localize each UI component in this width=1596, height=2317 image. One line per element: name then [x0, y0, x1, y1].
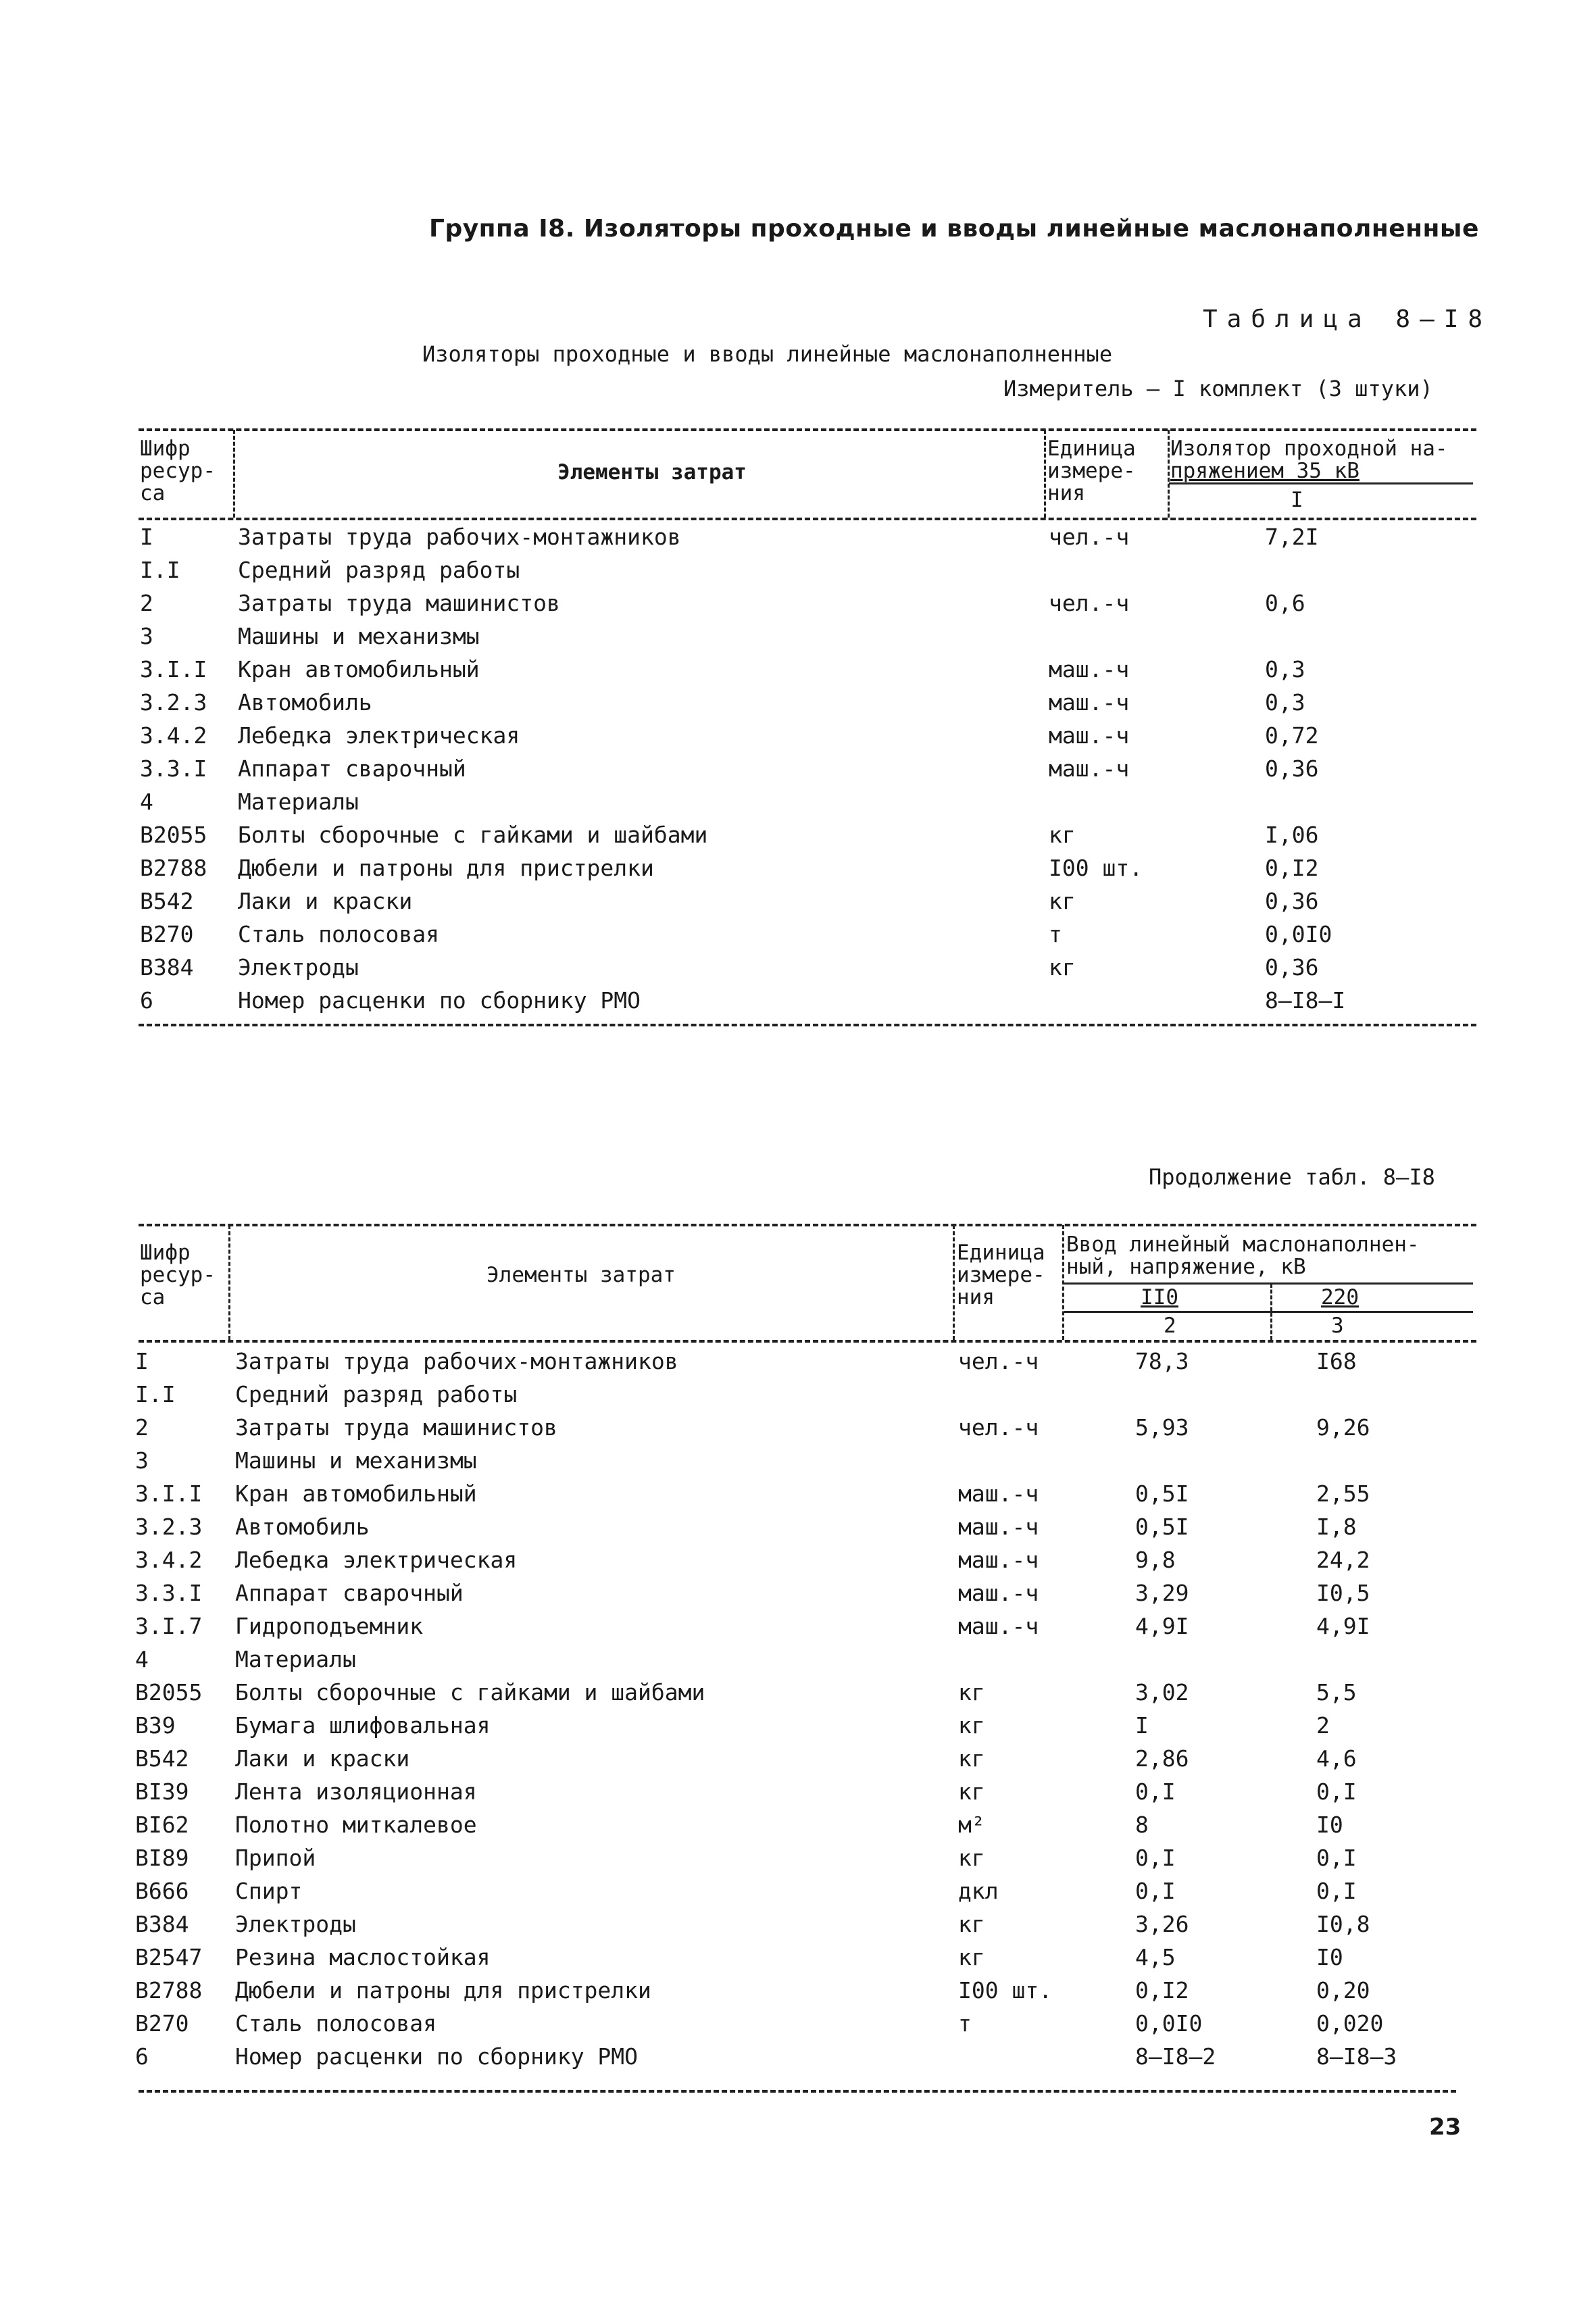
table-label: Таблица 8–I8	[1203, 305, 1493, 333]
cell-resource-code: В270	[140, 921, 194, 947]
cell-value-220kv: 0,I	[1316, 1845, 1357, 1871]
cell-cost-element: Автомобиль	[235, 1514, 370, 1540]
table-row	[0, 520, 1596, 553]
table-row	[0, 1378, 1596, 1411]
cell-resource-code: ВI62	[135, 1812, 189, 1838]
cell-value-110kv: 8–I8–2	[1135, 2043, 1216, 2070]
cell-cost-element: Дюбели и патроны для пристрелки	[235, 1977, 651, 2003]
cell-resource-code: 3	[140, 623, 153, 649]
table-row	[0, 785, 1596, 818]
table-row	[0, 1974, 1596, 2007]
header-subcol-110: II0	[1141, 1285, 1178, 1310]
cell-cost-element: Лента изоляционная	[235, 1778, 477, 1805]
cell-unit: кг	[958, 1944, 985, 1970]
cell-cost-element: Лебедка электрическая	[235, 1547, 518, 1573]
table-row	[0, 1444, 1596, 1477]
cell-unit: I00 шт.	[958, 1977, 1053, 2003]
cell-unit: дкл	[958, 1878, 999, 1904]
cell-unit: маш.-ч	[1049, 755, 1130, 782]
cell-resource-code: 3.2.3	[135, 1514, 203, 1540]
cell-value-220kv: I68	[1316, 1348, 1357, 1374]
table1-bottom-rule	[139, 1024, 1476, 1026]
cell-cost-element: Номер расценки по сборнику РМО	[235, 2043, 639, 2070]
cell-value-110kv: 8	[1135, 1812, 1149, 1838]
header-unit-line3: ния	[957, 1285, 995, 1310]
cell-resource-code: В2055	[140, 822, 207, 848]
cell-cost-element: Машины и механизмы	[235, 1447, 477, 1474]
header-unit-line2: измере-	[957, 1263, 1045, 1287]
header-unit-line1: Единица	[957, 1241, 1045, 1265]
cell-value-110kv: 3,02	[1135, 1679, 1189, 1705]
table-row	[0, 1345, 1596, 1378]
cell-cost-element: Затраты труда рабочих-монтажников	[235, 1348, 678, 1374]
cell-value-110kv: 3,26	[1135, 1911, 1189, 1937]
cell-resource-code: 2	[140, 590, 153, 616]
header-elements: Элементы затрат	[487, 1263, 676, 1287]
cell-unit: маш.-ч	[958, 1613, 1039, 1639]
header-code-line2: ресур-	[140, 459, 216, 483]
cell-unit: кг	[958, 1778, 985, 1805]
cell-value-110kv: 3,29	[1135, 1580, 1189, 1606]
cell-value: 0,36	[1265, 888, 1319, 914]
table-row	[0, 1411, 1596, 1444]
table-row	[0, 1908, 1596, 1941]
cell-resource-code: В2055	[135, 1679, 203, 1705]
cell-value-220kv: 24,2	[1316, 1547, 1370, 1573]
header-unit-line2: измере-	[1047, 459, 1136, 483]
table-row	[0, 885, 1596, 918]
table-row	[0, 1643, 1596, 1676]
table-row	[0, 2007, 1596, 2040]
cell-resource-code: 6	[135, 2043, 149, 2070]
cell-value-110kv: 0,5I	[1135, 1514, 1189, 1540]
cell-value-110kv: 0,I	[1135, 1845, 1176, 1871]
cell-cost-element: Кран автомобильный	[238, 656, 480, 682]
cell-unit: кг	[958, 1911, 985, 1937]
cell-value-110kv: 9,8	[1135, 1547, 1176, 1573]
cell-cost-element: Аппарат сварочный	[235, 1580, 464, 1606]
cell-resource-code: 3.4.2	[135, 1547, 203, 1573]
table-row	[0, 686, 1596, 719]
cell-unit: маш.-ч	[958, 1547, 1039, 1573]
cell-value-220kv: I0	[1316, 1812, 1343, 1838]
cell-cost-element: Сталь полосовая	[238, 921, 440, 947]
cell-value: 0,36	[1265, 755, 1319, 782]
table-row	[0, 1709, 1596, 1742]
cell-cost-element: Материалы	[238, 789, 359, 815]
cell-resource-code: 3.3.I	[140, 755, 207, 782]
group-title: Группа I8. Изоляторы проходные и вводы линейные маслонаполненные	[429, 215, 1479, 243]
cell-resource-code: 4	[140, 789, 153, 815]
cell-value-220kv: 4,6	[1316, 1745, 1357, 1772]
cell-resource-code: 3.4.2	[140, 722, 207, 749]
table-row	[0, 951, 1596, 984]
cell-unit: чел.-ч	[1049, 524, 1130, 550]
cell-cost-element: Затраты труда машинистов	[235, 1414, 557, 1441]
cell-cost-element: Сталь полосовая	[235, 2010, 437, 2037]
table-row	[0, 1808, 1596, 1841]
header-code-line1: Шифр	[140, 437, 191, 461]
cell-unit: кг	[958, 1712, 985, 1739]
cell-value: 0,72	[1265, 722, 1319, 749]
table2-divider	[228, 1225, 230, 1340]
cell-unit: кг	[958, 1745, 985, 1772]
table1-top-rule	[139, 428, 1476, 431]
cell-unit: маш.-ч	[1049, 722, 1130, 749]
cell-value-110kv: 2,86	[1135, 1745, 1189, 1772]
cell-value-110kv: 4,5	[1135, 1944, 1176, 1970]
cell-unit: чел.-ч	[1049, 590, 1130, 616]
cell-resource-code: В2547	[135, 1944, 203, 1970]
table2-top-rule	[139, 1224, 1476, 1226]
cell-resource-code: В542	[135, 1745, 189, 1772]
cell-value: 0,3	[1265, 689, 1305, 716]
table-row	[0, 1610, 1596, 1643]
cell-cost-element: Лаки и краски	[238, 888, 413, 914]
cell-cost-element: Лаки и краски	[235, 1745, 410, 1772]
table2-header-rule	[139, 1340, 1476, 1343]
cell-resource-code: В39	[135, 1712, 176, 1739]
cell-resource-code: I	[140, 524, 153, 550]
page-number: 23	[1429, 2114, 1462, 2141]
cell-cost-element: Спирт	[235, 1878, 303, 1904]
cell-value-220kv: 8–I8–3	[1316, 2043, 1397, 2070]
table2-header-subrule	[1064, 1282, 1473, 1285]
cell-unit: чел.-ч	[958, 1348, 1039, 1374]
measure-unit-note: Измеритель – I комплект (3 штуки)	[1003, 376, 1433, 401]
table-row	[0, 1543, 1596, 1576]
cell-value: 7,2I	[1265, 524, 1319, 550]
header-column-number: I	[1291, 488, 1303, 512]
cell-resource-code: ВI39	[135, 1778, 189, 1805]
cell-resource-code: В2788	[135, 1977, 203, 2003]
cell-cost-element: Лебедка электрическая	[238, 722, 520, 749]
cell-unit: маш.-ч	[958, 1480, 1039, 1507]
cell-resource-code: В384	[135, 1911, 189, 1937]
table-row	[0, 719, 1596, 752]
continuation-label: Продолжение табл. 8–I8	[1149, 1164, 1435, 1190]
table-row	[0, 1874, 1596, 1908]
cell-cost-element: Машины и механизмы	[238, 623, 480, 649]
table-row	[0, 984, 1596, 1017]
table-row	[0, 851, 1596, 885]
header-code-line1: Шифр	[140, 1241, 191, 1265]
table-row	[0, 1775, 1596, 1808]
table2-divider	[953, 1225, 955, 1340]
table-row	[0, 1477, 1596, 1510]
table-row	[0, 2040, 1596, 2073]
cell-resource-code: В666	[135, 1878, 189, 1904]
cell-value-110kv: I	[1135, 1712, 1149, 1739]
cell-unit: кг	[958, 1845, 985, 1871]
cell-unit: кг	[1049, 954, 1076, 980]
cell-cost-element: Бумага шлифовальная	[235, 1712, 491, 1739]
table1-header-subrule	[1169, 482, 1473, 484]
header-value-line2: пряжением 35 кВ	[1170, 459, 1360, 483]
cell-unit: чел.-ч	[958, 1414, 1039, 1441]
table1-divider	[233, 430, 235, 518]
cell-resource-code: I.I	[140, 557, 180, 583]
cell-cost-element: Автомобиль	[238, 689, 372, 716]
cell-resource-code: 3.I.I	[140, 656, 207, 682]
cell-value-220kv: I0,8	[1316, 1911, 1370, 1937]
cell-cost-element: Болты сборочные с гайками и шайбами	[235, 1679, 705, 1705]
cell-cost-element: Аппарат сварочный	[238, 755, 466, 782]
cell-value-220kv: 0,I	[1316, 1878, 1357, 1904]
cell-value-110kv: 5,93	[1135, 1414, 1189, 1441]
header-value-line1: Ввод линейный маслонаполнен-	[1066, 1232, 1420, 1257]
cell-value-220kv: 5,5	[1316, 1679, 1357, 1705]
cell-value: 0,0I0	[1265, 921, 1332, 947]
cell-cost-element: Электроды	[235, 1911, 356, 1937]
cell-resource-code: В542	[140, 888, 194, 914]
cell-value: I,06	[1265, 822, 1319, 848]
cell-resource-code: В384	[140, 954, 194, 980]
cell-resource-code: 2	[135, 1414, 149, 1441]
cell-unit: маш.-ч	[1049, 656, 1130, 682]
cell-cost-element: Материалы	[235, 1646, 356, 1672]
table-row	[0, 653, 1596, 686]
cell-resource-code: I.I	[135, 1381, 176, 1407]
table-row	[0, 1841, 1596, 1874]
cell-value-220kv: I,8	[1316, 1514, 1357, 1540]
cell-value-110kv: 0,I2	[1135, 1977, 1189, 2003]
cell-unit: кг	[1049, 888, 1076, 914]
cell-value-220kv: 2	[1316, 1712, 1330, 1739]
cell-value: 0,3	[1265, 656, 1305, 682]
cell-value: 8–I8–I	[1265, 987, 1346, 1014]
table-row	[0, 1941, 1596, 1974]
cell-value-220kv: 0,I	[1316, 1778, 1357, 1805]
cell-resource-code: 6	[140, 987, 153, 1014]
table-title: Изоляторы проходные и вводы линейные маслонаполненные	[422, 341, 1113, 367]
cell-value: 0,I2	[1265, 855, 1319, 881]
header-value-line1: Изолятор проходной на-	[1170, 437, 1448, 461]
cell-resource-code: 4	[135, 1646, 149, 1672]
table2-header-subrule	[1064, 1311, 1473, 1313]
header-code-line3: са	[140, 481, 166, 505]
cell-cost-element: Средний разряд работы	[235, 1381, 518, 1407]
table-row	[0, 587, 1596, 620]
cell-value-110kv: 0,0I0	[1135, 2010, 1203, 2037]
cell-resource-code: 3.I.7	[135, 1613, 203, 1639]
table-row	[0, 1510, 1596, 1543]
cell-resource-code: I	[135, 1348, 149, 1374]
cell-unit: т	[1049, 921, 1062, 947]
cell-cost-element: Электроды	[238, 954, 359, 980]
cell-value: 0,6	[1265, 590, 1305, 616]
cell-resource-code: 3.2.3	[140, 689, 207, 716]
cell-cost-element: Номер расценки по сборнику РМО	[238, 987, 641, 1014]
table-row	[0, 553, 1596, 587]
header-elements: Элементы затрат	[557, 460, 747, 484]
cell-cost-element: Средний разряд работы	[238, 557, 520, 583]
header-column-2: 2	[1164, 1314, 1176, 1338]
cell-value-220kv: 2,55	[1316, 1480, 1370, 1507]
cell-resource-code: 3	[135, 1447, 149, 1474]
cell-cost-element: Болты сборочные с гайками и шайбами	[238, 822, 708, 848]
cell-value-110kv: 4,9I	[1135, 1613, 1189, 1639]
table-row	[0, 1576, 1596, 1610]
cell-cost-element: Гидроподъемник	[235, 1613, 424, 1639]
table-row	[0, 1742, 1596, 1775]
cell-value: 0,36	[1265, 954, 1319, 980]
cell-resource-code: В270	[135, 2010, 189, 2037]
table-row	[0, 752, 1596, 785]
cell-unit: кг	[958, 1679, 985, 1705]
cell-cost-element: Резина маслостойкая	[235, 1944, 491, 1970]
cell-cost-element: Полотно миткалевое	[235, 1812, 477, 1838]
cell-cost-element: Припой	[235, 1845, 316, 1871]
cell-cost-element: Кран автомобильный	[235, 1480, 477, 1507]
cell-value-110kv: 0,5I	[1135, 1480, 1189, 1507]
cell-unit: I00 шт.	[1049, 855, 1143, 881]
cell-value-110kv: 0,I	[1135, 1778, 1176, 1805]
cell-resource-code: В2788	[140, 855, 207, 881]
table-row	[0, 1676, 1596, 1709]
cell-unit: маш.-ч	[958, 1514, 1039, 1540]
table1-divider	[1168, 430, 1170, 518]
cell-resource-code: 3.3.I	[135, 1580, 203, 1606]
header-value-line2: ный, напряжение, кВ	[1066, 1255, 1306, 1279]
cell-value-220kv: 0,020	[1316, 2010, 1384, 2037]
header-code-line3: са	[140, 1285, 166, 1310]
table-row	[0, 620, 1596, 653]
cell-value-110kv: 0,I	[1135, 1878, 1176, 1904]
table-row	[0, 818, 1596, 851]
cell-unit: маш.-ч	[1049, 689, 1130, 716]
cell-unit: кг	[1049, 822, 1076, 848]
table1-divider	[1044, 430, 1046, 518]
header-subcol-220: 220	[1321, 1285, 1359, 1310]
header-unit-line1: Единица	[1047, 437, 1136, 461]
cell-value-220kv: 9,26	[1316, 1414, 1370, 1441]
cell-value-220kv: 0,20	[1316, 1977, 1370, 2003]
cell-cost-element: Дюбели и патроны для пристрелки	[238, 855, 654, 881]
cell-unit: маш.-ч	[958, 1580, 1039, 1606]
header-code-line2: ресур-	[140, 1263, 216, 1287]
cell-cost-element: Затраты труда рабочих-монтажников	[238, 524, 681, 550]
cell-unit: м²	[958, 1812, 985, 1838]
header-unit-line3: ния	[1047, 481, 1085, 505]
header-column-3: 3	[1331, 1314, 1344, 1338]
cell-value-220kv: 4,9I	[1316, 1613, 1370, 1639]
cell-unit: т	[958, 2010, 972, 2037]
table-row	[0, 918, 1596, 951]
cell-resource-code: ВI89	[135, 1845, 189, 1871]
cell-value-110kv: 78,3	[1135, 1348, 1189, 1374]
cell-value-220kv: I0,5	[1316, 1580, 1370, 1606]
cell-value-220kv: I0	[1316, 1944, 1343, 1970]
cell-cost-element: Затраты труда машинистов	[238, 590, 560, 616]
cell-resource-code: 3.I.I	[135, 1480, 203, 1507]
table2-bottom-rule	[139, 2090, 1456, 2093]
